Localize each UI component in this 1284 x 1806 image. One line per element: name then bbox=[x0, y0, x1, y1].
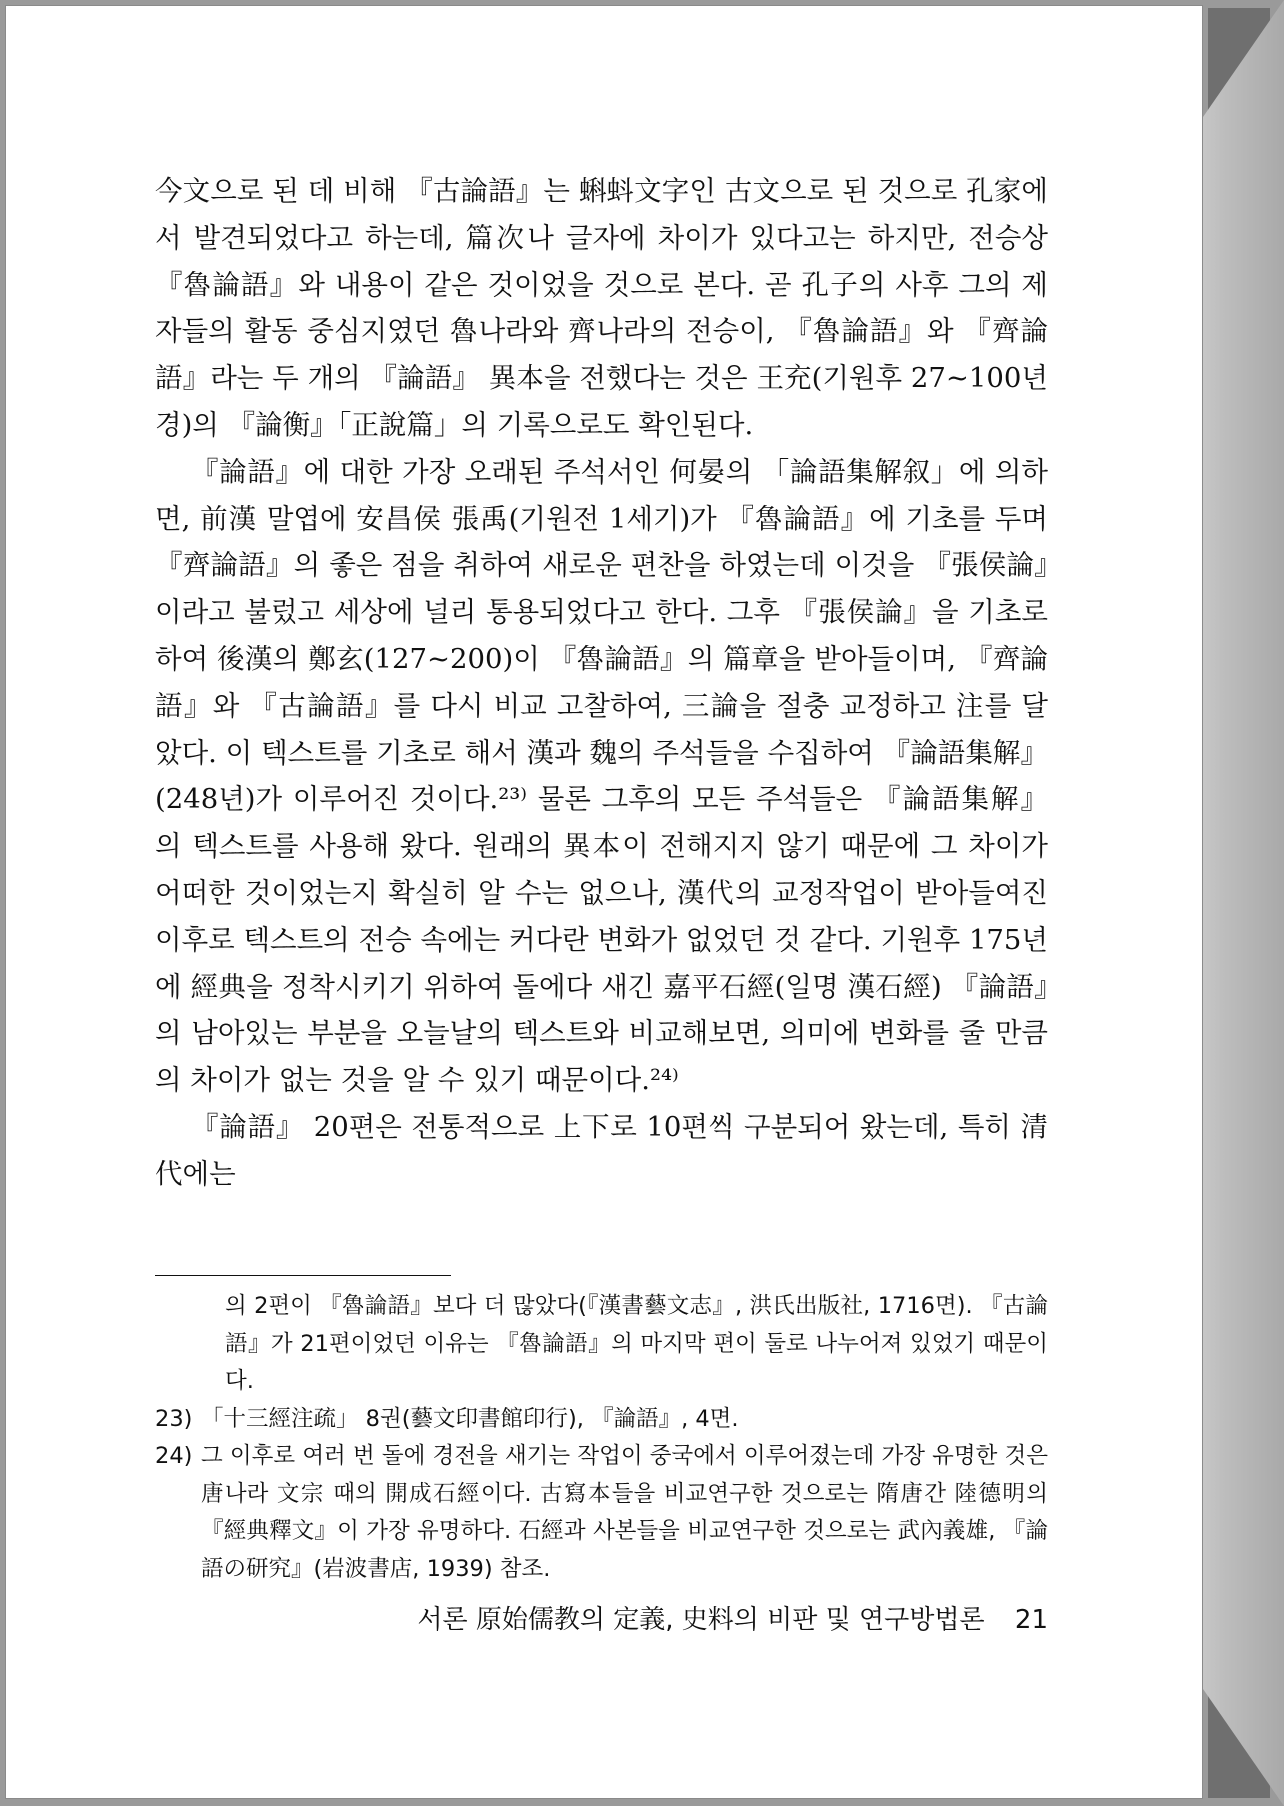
running-footer-title: 서론 原始儒教의 定義, 史料의 비판 및 연구방법론 bbox=[417, 1605, 985, 1635]
footnote-text: 「十三經注疏」 8권(藝文印書館印行), 『論語』, 4면. bbox=[201, 1405, 739, 1432]
body-paragraph-3: 『論語』 20편은 전통적으로 上下로 10편씩 구분되어 왔는데, 특히 清代에는 bbox=[155, 1110, 1048, 1190]
footnotes-section bbox=[155, 1288, 1048, 1588]
page-body bbox=[155, 168, 1048, 1198]
footnote-text: 그 이후로 여러 번 돌에 경전을 새기는 작업이 중국에서 이루어졌는데 가장 유명한 것은 唐나라 文宗 때의 開成石經이다. 古寫本들을 비교연구한 것으로는 隋唐간 陸德明의 『經典釋文』이 가장 유명하다. 石經과 사본들을 비교연구한 것으로는 武內義雄, 『論語の研究』(岩波書店, 1939) 참조. bbox=[201, 1443, 1048, 1582]
footnote-number: 24) bbox=[155, 1443, 193, 1469]
running-footer bbox=[155, 1600, 1048, 1640]
page-number: 21 bbox=[1014, 1605, 1048, 1635]
footnote-continuation: 의 2편이 『魯論語』보다 더 많았다(『漢書藝文志』, 洪氏出版社, 1716면). 『古論語』가 21편이었던 이유는 『魯論語』의 마지막 편이 둘로 나누어져 있었기 때문이다. bbox=[225, 1293, 1048, 1394]
footnote-23 bbox=[155, 1401, 1048, 1439]
footnote-24 bbox=[155, 1438, 1048, 1588]
footnote-number: 23) bbox=[155, 1405, 193, 1432]
body-paragraph-2: 『論語』에 대한 가장 오래된 주석서인 何晏의 「論語集解叙」에 의하면, 前漢 말엽에 安昌侯 張禹(기원전 1세기)가 『魯論語』에 기초를 두며 『齊論語』의 좋은 점을 취하여 새로운 편찬을 하였는데 이것을 『張侯論』이라고 불렀고 세상에 널리 통용되었다고 한다. 그후 『張侯論』을 기초로 하여 後漢의 鄭玄(127~200)이 『魯論語』의 篇章을 받아들이며, 『齊論語』와 『古論語』를 다시 비교 고찰하여, 三論을 절충 교정하고 注를 달았다. 이 텍스트를 기초로 해서 漢과 魏의 주석들을 수집하여 『論語集解』(248년)가 이루어진 것이다.²³⁾ 물론 그후의 모든 주석들은 『論語集解』의 텍스트를 사용해 왔다. 원래의 異本이 전해지지 않기 때문에 그 차이가 어떠한 것이었는지 확실히 알 수는 없으나, 漢代의 교정작업이 받아들여진 이후로 텍스트의 전승 속에는 커다란 변화가 없었던 것 같다. 기원후 175년에 經典을 정착시키기 위하여 돌에다 새긴 嘉平石經(일명 漢石經) 『論語』의 남아있는 부분을 오늘날의 텍스트와 비교해보면, 의미에 변화를 줄 만큼의 차이가 없는 것을 알 수 있기 때문이다.²⁴⁾ bbox=[155, 455, 1048, 1097]
body-paragraph-1: 今文으로 된 데 비해 『古論語』는 蝌蚪文字인 古文으로 된 것으로 孔家에서 발견되었다고 하는데, 篇次나 글자에 차이가 있다고는 하지만, 전승상 『魯論語』와 내용이 같은 것이었을 것으로 본다. 곧 孔子의 사후 그의 제자들의 활동 중심지였던 魯나라와 齊나라의 전승이, 『魯論語』와 『齊論語』라는 두 개의 『論語』 異本을 전했다는 것은 王充(기원후 27~100년경)의 『論衡』「正說篇」의 기록으로도 확인된다. bbox=[155, 175, 1048, 441]
footnote-divider bbox=[155, 1275, 451, 1276]
